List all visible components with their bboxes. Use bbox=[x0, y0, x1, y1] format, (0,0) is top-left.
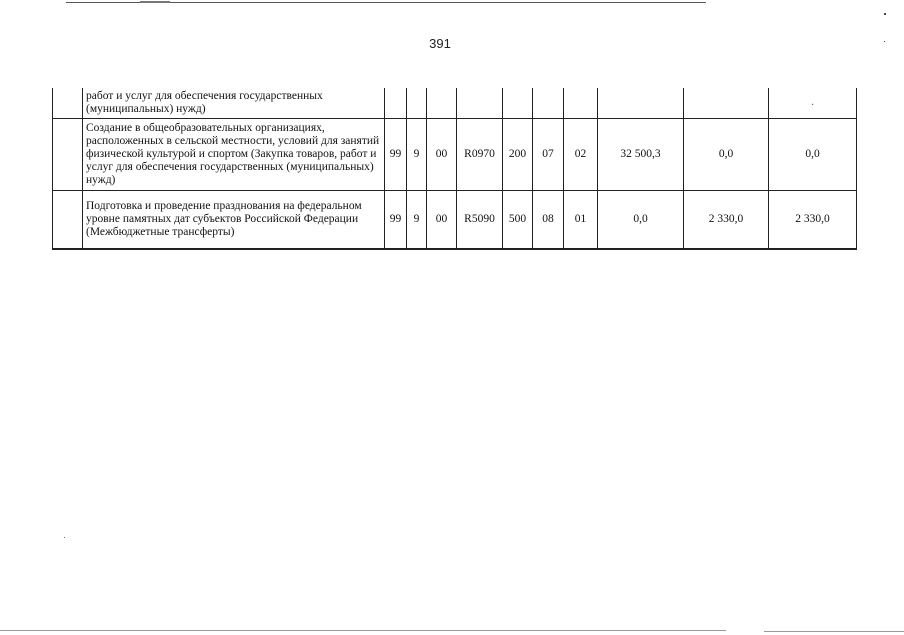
amount-year-3: 2 330,0 bbox=[769, 190, 857, 249]
budget-table bbox=[52, 88, 857, 250]
code-section: 08 bbox=[533, 190, 564, 249]
code-section bbox=[533, 88, 564, 118]
code-direction: R5090 bbox=[457, 190, 503, 249]
code-direction: R0970 bbox=[457, 118, 503, 190]
row-description: Создание в общеобразовательных организациях, расположенных в сельской местности, условий для занятий физической культурой и спортом (Закупка товаров, работ и услуг для обеспечения государственных (муниципальных) нужд) bbox=[83, 118, 385, 190]
code-expense-type: 200 bbox=[503, 118, 533, 190]
code-subprogram bbox=[407, 88, 427, 118]
scan-speck bbox=[64, 537, 65, 538]
row-description: работ и услуг для обеспечения государственных (муниципальных) нужд) bbox=[83, 88, 385, 118]
code-main-event: 00 bbox=[427, 118, 457, 190]
amount-year-3: 0,0 bbox=[769, 118, 857, 190]
page-number: 391 bbox=[429, 36, 451, 51]
row-index-cell bbox=[53, 190, 83, 249]
amount-year-2: 0,0 bbox=[684, 118, 769, 190]
amount-year-2 bbox=[684, 88, 769, 118]
table-row bbox=[53, 118, 857, 190]
row-index-cell bbox=[53, 88, 83, 118]
amount-year-1: 0,0 bbox=[598, 190, 684, 249]
code-expense-type: 500 bbox=[503, 190, 533, 249]
table-row bbox=[53, 88, 857, 118]
code-program: 99 bbox=[385, 118, 407, 190]
amount-year-1 bbox=[598, 88, 684, 118]
code-program bbox=[385, 88, 407, 118]
row-description: Подготовка и проведение празднования на федеральном уровне памятных дат субъектов Российской Федерации (Межбюджетные трансферты) bbox=[83, 190, 385, 249]
code-main-event bbox=[427, 88, 457, 118]
bottom-rule bbox=[764, 631, 904, 632]
table-row bbox=[53, 190, 857, 249]
row-index-cell bbox=[53, 118, 83, 190]
amount-year-3: . bbox=[769, 88, 857, 118]
code-program: 99 bbox=[385, 190, 407, 249]
amount-year-2: 2 330,0 bbox=[684, 190, 769, 249]
code-subsection: 01 bbox=[564, 190, 598, 249]
code-subsection bbox=[564, 88, 598, 118]
bottom-rule bbox=[0, 630, 726, 631]
code-main-event: 00 bbox=[427, 190, 457, 249]
corner-mark bbox=[884, 13, 886, 15]
code-expense-type bbox=[503, 88, 533, 118]
top-rule-mark bbox=[140, 1, 170, 3]
code-subprogram: 9 bbox=[407, 190, 427, 249]
amount-year-1: 32 500,3 bbox=[598, 118, 684, 190]
scan-speck bbox=[884, 41, 885, 42]
code-subprogram: 9 bbox=[407, 118, 427, 190]
code-section: 07 bbox=[533, 118, 564, 190]
code-subsection: 02 bbox=[564, 118, 598, 190]
code-direction bbox=[457, 88, 503, 118]
